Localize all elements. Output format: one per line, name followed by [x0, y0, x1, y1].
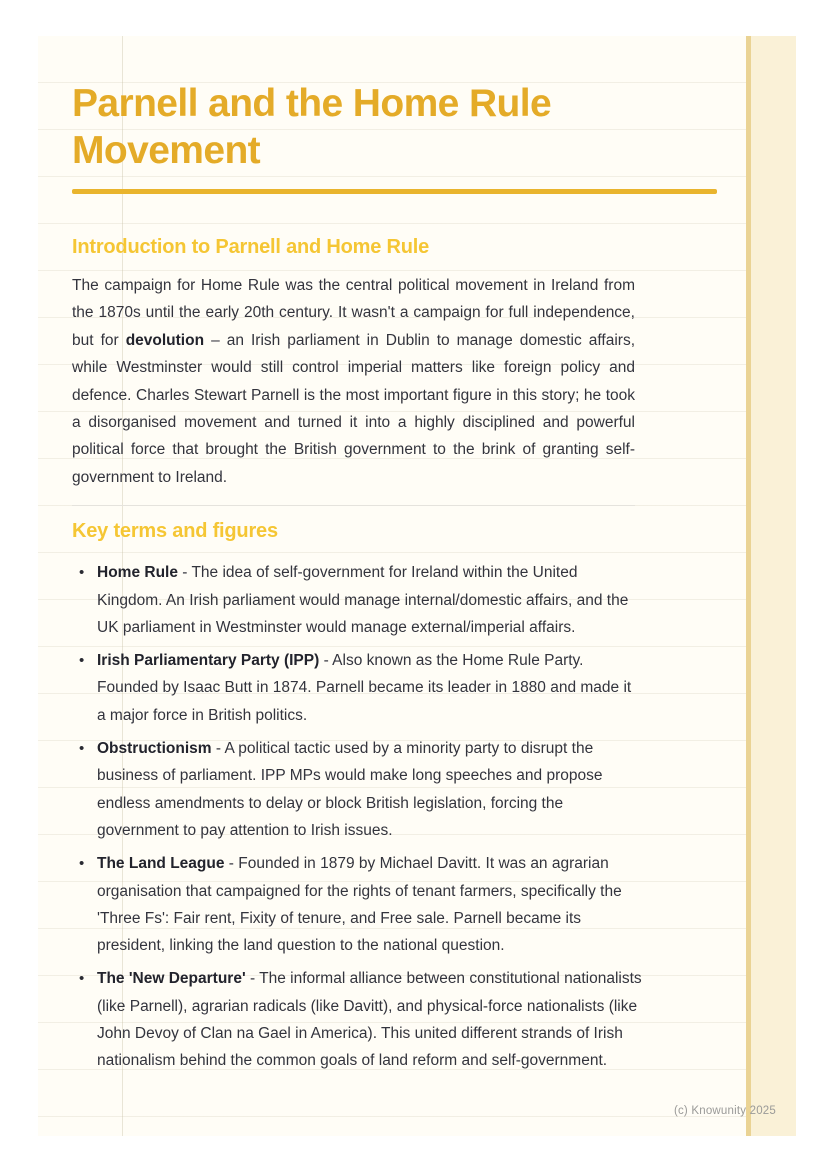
document-page [38, 36, 796, 1136]
page-title: Parnell and the Home Rule Movement [72, 82, 552, 172]
bullet-icon: • [79, 740, 85, 758]
term-label: Irish Parliamentary Party (IPP) [97, 652, 320, 670]
term-description: - The informal alliance between constitutional nationalists (like Parnell), agrarian radicals (like Davitt), and physical-force nationalists (like John Devoy of Clan na Gael in America). This united different strands of Irish nationalism behind the common goals of land reform and self-government. [97, 970, 642, 1070]
page-content [38, 36, 717, 1075]
section-divider [72, 505, 635, 506]
list-item-home-rule [72, 559, 644, 641]
list-item-obstructionism [72, 735, 644, 844]
term-label: The 'New Departure' [97, 970, 246, 988]
bullet-icon: • [79, 970, 85, 988]
copyright-credit: (c) Knowunity 2025 [673, 1105, 776, 1117]
term-description: - Also known as the Home Rule Party. Founded by Isaac Butt in 1874. Parnell became its leader in 1880 and made it a major force in British politics. [97, 652, 632, 724]
term-description: - A political tactic used by a minority party to disrupt the business of parliament. IPP MPs would make long speeches and propose endless amendments to delay or block British legislation, forcing the government to pay attention to Irish issues. [97, 740, 603, 839]
term-description: - The idea of self-government for Ireland within the United Kingdom. An Irish parliament would manage internal/domestic affairs, and the UK parliament in Westminster would manage external/imperial affairs. [97, 564, 629, 636]
bullet-icon: • [79, 564, 85, 582]
term-description: - Founded in 1879 by Michael Davitt. It was an agrarian organisation that campaigned for the rights of tenant farmers, specifically the 'Three Fs': Fair rent, Fixity of tenure, and Free sale. Parnell became its president, linking the land question to the national question. [97, 855, 622, 955]
list-item-land-league [72, 850, 644, 959]
right-accent-strip [746, 36, 796, 1136]
bullet-icon: • [79, 855, 85, 873]
section-heading-introduction: Introduction to Parnell and Home Rule [72, 236, 430, 258]
list-item-ipp [72, 647, 644, 729]
section-heading-key-terms: Key terms and figures [72, 520, 278, 543]
term-label: The Land League [97, 855, 225, 873]
title-underline-rule [72, 189, 717, 194]
list-item-new-departure [72, 965, 644, 1074]
term-label: Obstructionism [97, 740, 212, 758]
intro-paragraph-text-before: The campaign for Home Rule was the central political movement in Ireland from the 1870s until the early 20th century. It wasn't a campaign for full independence, but for [72, 277, 635, 349]
intro-paragraph-bold-term: devolution [125, 331, 205, 349]
bullet-icon: • [79, 652, 85, 670]
intro-paragraph-text-after: – an Irish parliament in Dublin to manage domestic affairs, while Westminster would still control imperial matters like foreign policy and defence. Charles Stewart Parnell is the most important figure in this story; he took a disorganised movement and turned it into a highly disciplined and powerful political force that brought the British government to the brink of granting self-government to Ireland. [72, 331, 636, 486]
key-terms-list [72, 559, 644, 1074]
intro-paragraph [72, 272, 635, 491]
term-label: Home Rule [97, 564, 178, 582]
